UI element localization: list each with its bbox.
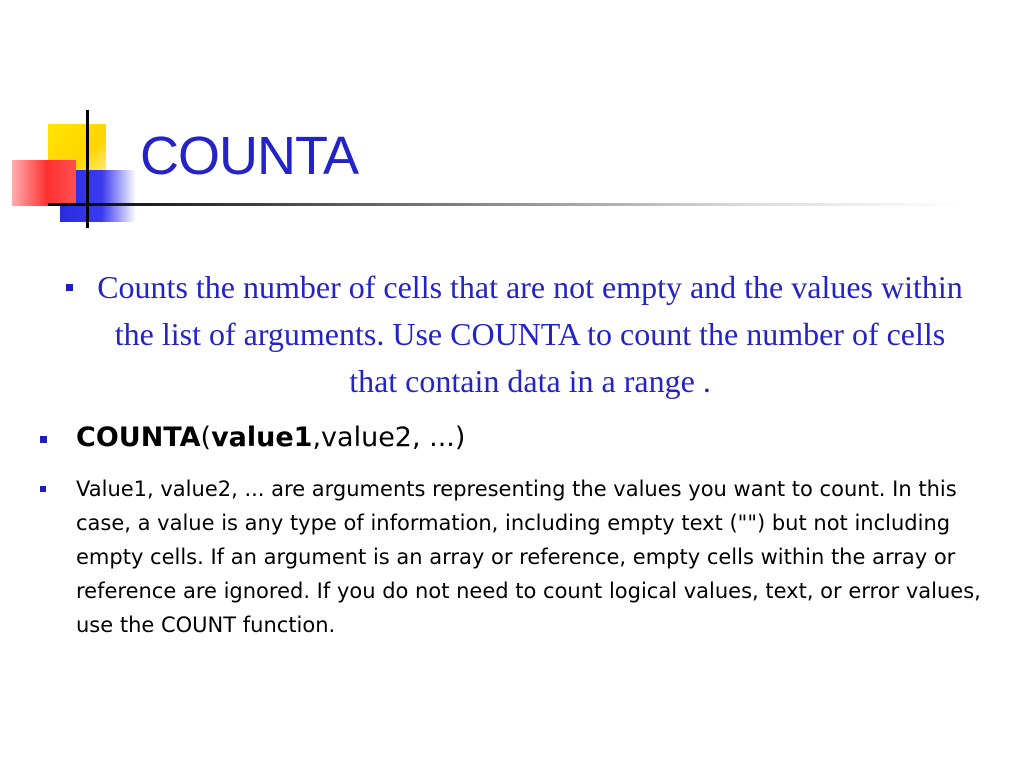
syntax-open-paren: ( xyxy=(200,422,212,453)
logo-red-square xyxy=(12,160,76,206)
syntax-function-name: COUNTA xyxy=(76,422,201,453)
bullet-description: Counts the number of cells that are not empty and the values within the list of arguments. Use COUNTA to count the number of cells that contain data in a range . xyxy=(97,269,963,399)
bullet-arguments-explanation: Value1, value2, ... are arguments representing the values you want to count. In this case, a value is any type of information, including empty text ("") but not including empty cells. If an argument is an array or reference, empty cells within the array or reference are ignored. If you do not need to count logical values, text, or error values, use the COUNT function. xyxy=(76,477,981,637)
syntax-arg1: value1 xyxy=(211,422,313,453)
logo-vertical-line xyxy=(86,110,89,228)
slide-title: COUNTA xyxy=(140,126,358,186)
title-underline xyxy=(48,203,968,206)
square-bullet-icon xyxy=(40,436,47,443)
square-bullet-icon xyxy=(40,486,46,492)
square-bullet-icon xyxy=(66,284,73,291)
syntax-rest: ,value2, ...) xyxy=(312,422,466,453)
bullet-syntax xyxy=(76,418,976,458)
